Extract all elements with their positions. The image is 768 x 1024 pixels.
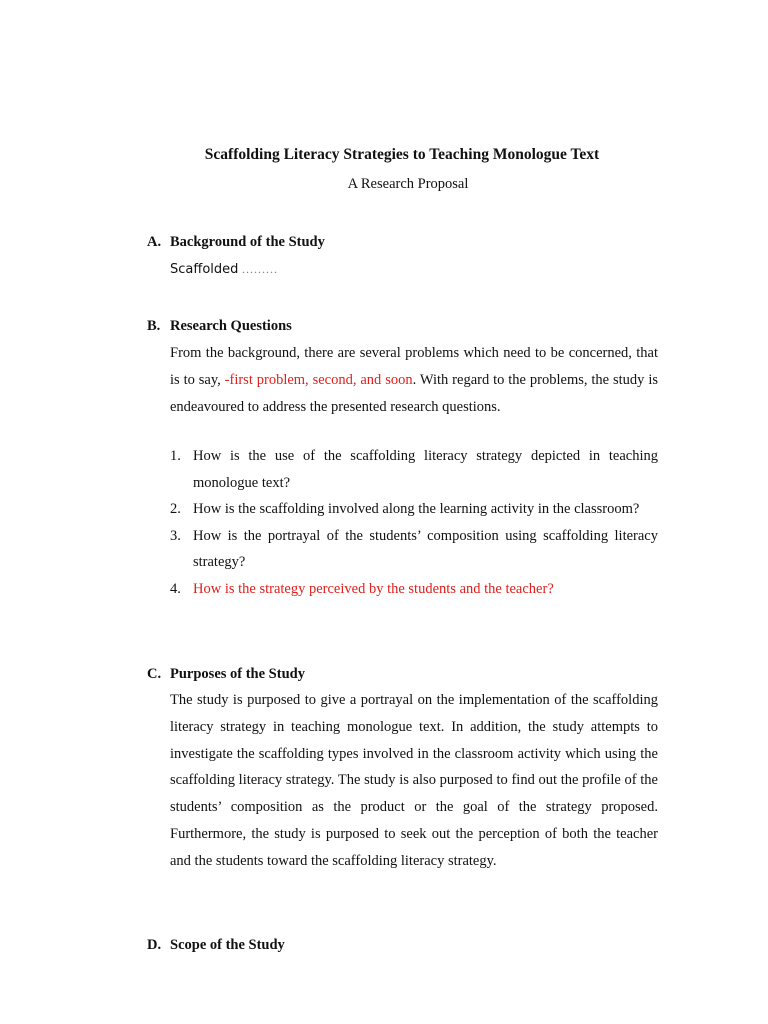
section-c-heading — [147, 666, 305, 683]
section-c-letter: C. — [147, 666, 162, 682]
document-subtitle: A Research Proposal — [347, 176, 469, 192]
section-a-body — [170, 256, 658, 284]
question-number: 1. — [170, 448, 181, 464]
background-placeholder-word: Scaffolded — [170, 262, 239, 277]
research-question-2 — [170, 496, 658, 523]
research-question-4 — [170, 576, 658, 603]
document-title: Scaffolding Literacy Strategies to Teaching Monologue Text — [204, 146, 600, 163]
section-d-heading — [147, 937, 285, 954]
question-text: How is the portrayal of the students’ composition using scaffolding literacy strategy? — [193, 527, 658, 570]
question-text: How is the scaffolding involved along the learning activity in the classroom? — [193, 501, 640, 517]
research-questions-list — [170, 443, 658, 602]
research-question-1 — [170, 443, 658, 496]
question-number: 2. — [170, 501, 181, 517]
section-c-body: The study is purposed to give a portrayal on the implementation of the scaffolding literacy strategy in teaching monologue text. In addition, the study attempts to investigate the scaffolding types involved in the classroom activity which using the scaffolding literacy strategy. The study is also purposed to find out the profile of the students’ composition as the product or the goal of the strategy proposed. Furthermore, the study is purposed to seek out the perception of both the teacher and the students toward the scaffolding literacy strategy. — [170, 692, 658, 869]
section-b-intro-highlight: -first problem, second, and soon — [224, 371, 413, 388]
section-b-title: Research Questions — [170, 318, 292, 334]
section-b-intro-part2: . With regard to the problems, the study is endeavoured to address the presented research questions. — [170, 371, 658, 415]
section-d-letter: D. — [147, 937, 162, 953]
section-a-heading — [147, 234, 325, 251]
section-b-intro — [170, 340, 658, 420]
section-a-letter: A. — [147, 234, 162, 250]
section-b-intro-part1: From the background, there are several problems which need to be concerned, that is to say, — [170, 345, 658, 388]
section-b-letter: B. — [147, 318, 161, 334]
question-number: 4. — [170, 580, 181, 597]
section-a-title: Background of the Study — [170, 234, 325, 250]
research-question-3 — [170, 523, 658, 576]
section-c-title: Purposes of the Study — [170, 666, 305, 682]
question-text: How is the use of the scaffolding literacy strategy depicted in teaching monologue text? — [193, 448, 658, 491]
question-text-highlight: How is the strategy perceived by the students and the teacher? — [193, 580, 554, 597]
background-placeholder-dots: ......... — [242, 262, 279, 276]
section-b-heading — [147, 318, 292, 335]
question-number: 3. — [170, 527, 181, 544]
section-d-title: Scope of the Study — [170, 937, 285, 953]
